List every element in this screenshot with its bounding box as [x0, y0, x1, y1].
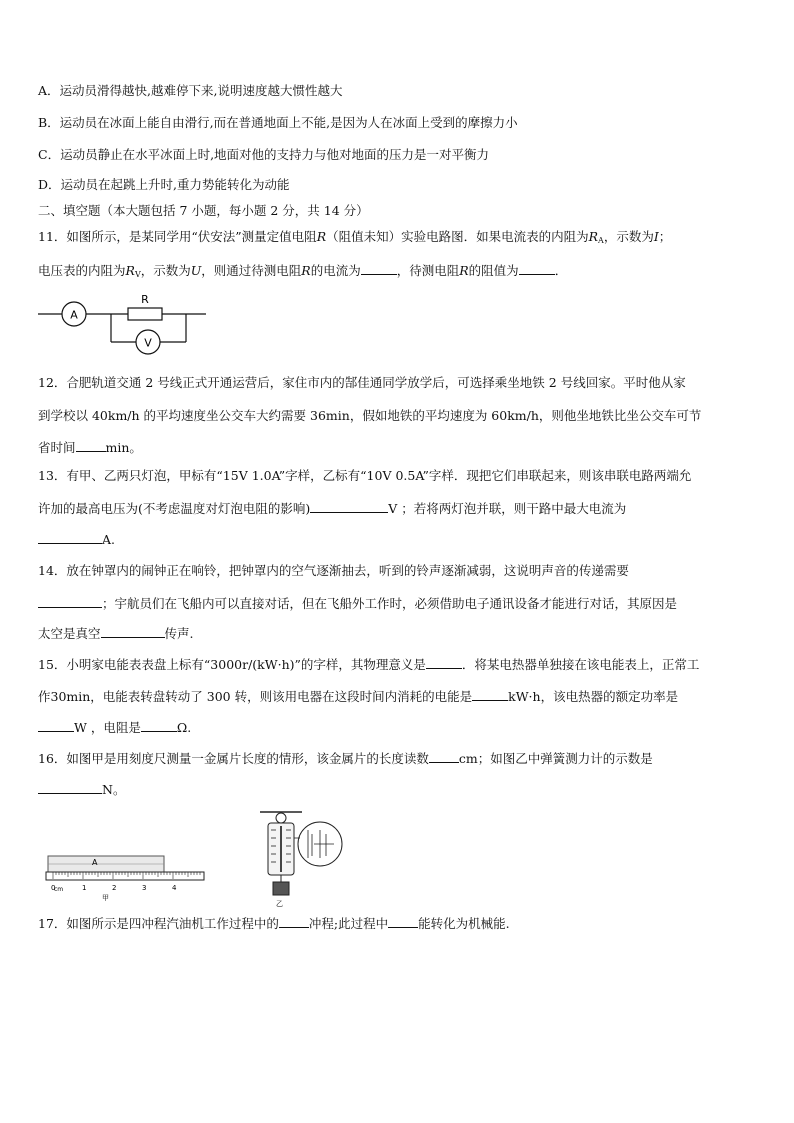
q15-blank-meaning[interactable] — [426, 656, 462, 669]
q14-blank-medium[interactable] — [38, 595, 102, 608]
ruler-tick-label: 3 — [142, 884, 147, 892]
q17-line: 17．如图所示是四冲程汽油机工作过程中的 冲程;此过程中 能转化为机械能. — [38, 916, 510, 931]
top-hook — [276, 813, 286, 823]
q12-line3: 省时间 min。 — [38, 440, 142, 455]
voltmeter-label: V — [144, 336, 152, 350]
option-d: D．运动员在起跳上升时,重力势能转化为动能 — [38, 177, 290, 192]
ruler-tick-label: 2 — [112, 884, 117, 892]
q15-blank-energy[interactable] — [472, 688, 508, 701]
q12-line1: 12．合肥轨道交通 2 号线正式开通运营后，家住市内的郜佳通同学放学后，可选择乘坐地铁 2 号线回家。平时他从家 — [38, 375, 686, 390]
q11-blank-current[interactable] — [361, 262, 397, 275]
q13-line1: 13．有甲、乙两只灯泡，甲标有“15V 1.0A”字样，乙标有“10V 0.5A”字样．现把它们串联起来，则该串联电路两端允 — [38, 468, 692, 483]
q14-blank-vacuum[interactable] — [101, 625, 165, 638]
q15-line2: 作30min，电能表转盘转动了 300 转，则该用电器在这段时间内消耗的电能是 kW·h，该电热器的额定功率是 — [38, 689, 679, 704]
q15-line3: W ，电阻是 Ω. — [38, 719, 191, 736]
ruler-caption: 甲 — [102, 894, 109, 902]
ammeter-label: A — [70, 308, 78, 322]
weight-block — [273, 882, 289, 895]
q13-blank-voltage[interactable] — [310, 500, 388, 513]
circuit-diagram — [38, 290, 208, 358]
q11-blank-resistance[interactable] — [519, 262, 555, 275]
q15-blank-power[interactable] — [38, 719, 74, 732]
ruler-tick-label: 4 — [172, 884, 177, 892]
q13-line2: 许加的最高电压为(不考虑温度对灯泡电阻的影响) V ；若将两灯泡并联，则干路中最大电流为 — [38, 501, 627, 516]
ruler-figure — [44, 852, 206, 902]
resistor-symbol — [128, 308, 162, 320]
q14-line3: 太空是真空 传声. — [38, 626, 194, 641]
q16-line2: N。 — [38, 781, 125, 798]
q12-line2: 到学校以 40km/h 的平均速度坐公交车大约需要 36min，假如地铁的平均速度为 60km/h，则他坐地铁比坐公交车可节 — [38, 408, 702, 423]
q17-blank-energy[interactable] — [388, 915, 418, 928]
strip-label: A — [92, 858, 98, 867]
q15-blank-resistance[interactable] — [141, 719, 177, 732]
q12-blank[interactable] — [76, 439, 106, 452]
option-b: B．运动员在冰面上能自由滑行,而在普通地面上不能,是因为人在冰面上受到的摩擦力小 — [38, 115, 518, 130]
spring-caption: 乙 — [276, 900, 283, 908]
section-title: 二、填空题（本大题包括 7 小题，每小题 2 分，共 14 分） — [38, 203, 369, 218]
q16-blank-force[interactable] — [38, 781, 102, 794]
ruler-tick-label: 1 — [82, 884, 87, 892]
q11-line1: 11．如图所示，是某同学用“伏安法”测量定值电阻R（阻值未知）实验电路图．如果电流表的内阻为$R_A$，示数为I； — [38, 229, 672, 245]
ruler-tick-label: 0 — [51, 884, 56, 892]
option-a: A．运动员滑得越快,越难停下来,说明速度越大惯性越大 — [38, 83, 343, 98]
ruler-unit: cm — [54, 886, 64, 893]
q14-line1: 14．放在钟罩内的闹钟正在响铃，把钟罩内的空气逐渐抽去，听到的铃声逐渐减弱，这说明声音的传递需要 — [38, 563, 629, 578]
q16-blank-length[interactable] — [429, 750, 459, 763]
q11-line2: 电压表的内阻为$R_V$，示数为U，则通过待测电阻R的电流为 ，待测电阻R的阻值为 ． — [38, 263, 568, 279]
resistor-label: R — [141, 293, 149, 306]
q13-blank-current[interactable] — [38, 531, 102, 544]
q14-line2: ；宇航员们在飞船内可以直接对话，但在飞船外工作时，必须借助电子通讯设备才能进行对话，其原因是 — [38, 595, 677, 612]
option-c: C．运动员静止在水平冰面上时,地面对他的支持力与他对地面的压力是一对平衡力 — [38, 147, 490, 162]
q13-line3: A. — [38, 531, 115, 548]
q17-blank-stroke[interactable] — [279, 915, 309, 928]
q16-line1: 16．如图甲是用刻度尺测量一金属片长度的情形，该金属片的长度读数 cm；如图乙中弹簧测力计的示数是 — [38, 751, 653, 766]
q15-line1: 15．小明家电能表表盘上标有“3000r/(kW·h)”的字样，其物理意义是 ．将某电热器单独接在该电能表上，正常工 — [38, 657, 700, 672]
spring-scale-figure — [254, 808, 350, 908]
